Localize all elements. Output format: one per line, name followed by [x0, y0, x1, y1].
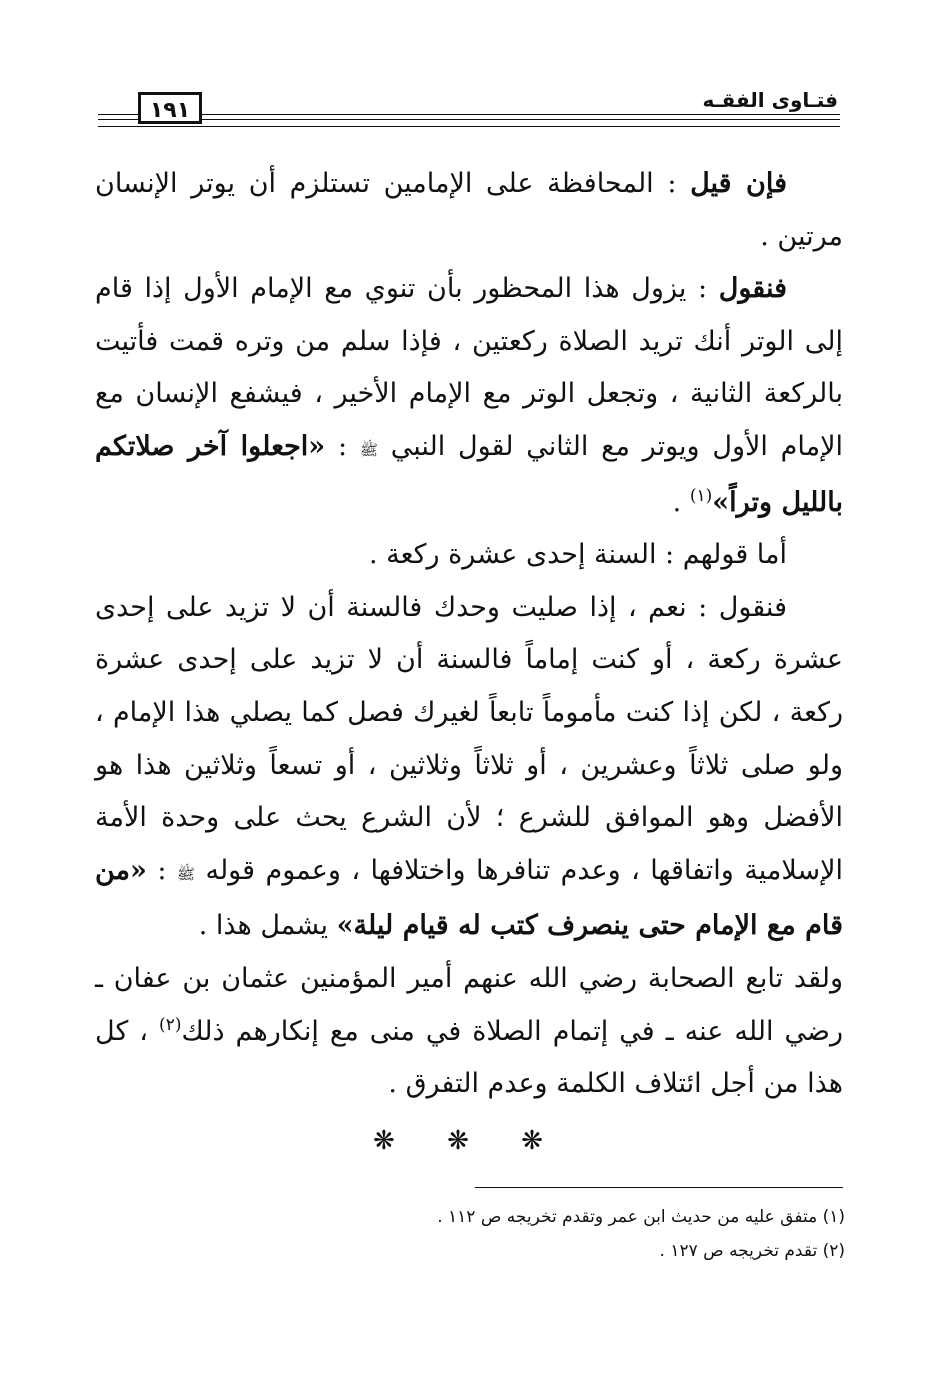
- honorific-glyph: ﷺ: [359, 440, 378, 459]
- lead-phrase: فإن قيل: [690, 168, 787, 199]
- footnote-ref-1: (١): [689, 485, 713, 506]
- footnote-2: (٢) تقدم تخريجه ص ١٢٧ .: [659, 1241, 845, 1261]
- footnote-divider: [475, 1187, 843, 1188]
- paragraph-text: أما قولهم : السنة إحدى عشرة ركعة .: [368, 539, 787, 571]
- paragraph-text: : يزول هذا المحظور بأن تنوي مع الإمام الأول إذا قام إلى الوتر أنك تريد الصلاة ركعتين ، فإذا سلم من وتره قمت فأتيت بالركعة الثانية ، وتجعل الوتر مع الإمام الأخير ، فيشفع الإنسان مع الإمام الأول ويوتر مع الثاني لقول النبي: [95, 273, 843, 462]
- sentence-end: ، كل هذا من أجل ائتلاف الكلمة وعدم التفرق .: [95, 1015, 843, 1100]
- paragraph-companions: [95, 953, 843, 1111]
- colon: :: [337, 430, 348, 462]
- header-rule: [98, 126, 840, 127]
- footnotes: [300, 1200, 845, 1268]
- sentence-end: .: [672, 486, 682, 518]
- paragraph-claim: [95, 529, 843, 582]
- header-double-rule: [98, 114, 840, 120]
- body-text: [95, 158, 843, 1167]
- book-title: فتـاوى الفقـه: [695, 88, 838, 112]
- hadith-quote: «اجعلوا آخر صلاتكم بالليل وتراً»: [95, 430, 843, 518]
- paragraph-text: : المحافظة على الإمامين تستلزم أن يوتر الإنسان مرتين .: [95, 168, 843, 252]
- paragraph-answer: [95, 263, 843, 529]
- lead-phrase: فنقول: [718, 273, 787, 305]
- page-number: ١٩١: [138, 92, 202, 124]
- page-header: [98, 88, 840, 132]
- paragraph-response: [95, 582, 843, 953]
- colon: :: [157, 854, 167, 886]
- sentence-end: يشمل هذا .: [198, 910, 329, 942]
- footnote-ref-2: (٢): [159, 1014, 182, 1035]
- section-separator: ❋ ❋ ❋: [373, 1125, 565, 1156]
- paragraph-text: ولقد تابع الصحابة رضي الله عنهم أمير المؤمنين عثمان بن عفان ـ رضي الله عنه ـ في إتمام الصلاة في منى مع إنكارهم ذلك: [95, 962, 843, 1047]
- footnote-1: (١) متفق عليه من حديث ابن عمر وتقدم تخريجه ص ١١٢ .: [437, 1207, 845, 1227]
- hadith-quote: «من قام مع الإمام حتى ينصرف كتب له قيام ليلة»: [95, 854, 843, 942]
- paragraph-objection: [95, 158, 843, 263]
- paragraph-text: فنقول : نعم ، إذا صليت وحدك فالسنة أن لا تزيد على إحدى عشرة ركعة ، أو كنت إماماً فالسنة أن لا تزيد على إحدى عشرة ركعة ، لكن إذا كنت مأموماً تابعاً لغيرك فصل كما يصلي هذا الإمام ، ولو صلى ثلاثاً وعشرين ، أو ثلاثاً وثلاثين ، أو تسعاً وثلاثين هذا هو الأفضل وهو الموافق للشرع ؛ لأن الشرع يحث على وحدة الأمة الإسلامية واتفاقها ، وعدم تنافرها واختلافها ، وعموم قوله: [95, 591, 843, 886]
- honorific-glyph: ﷺ: [176, 864, 196, 883]
